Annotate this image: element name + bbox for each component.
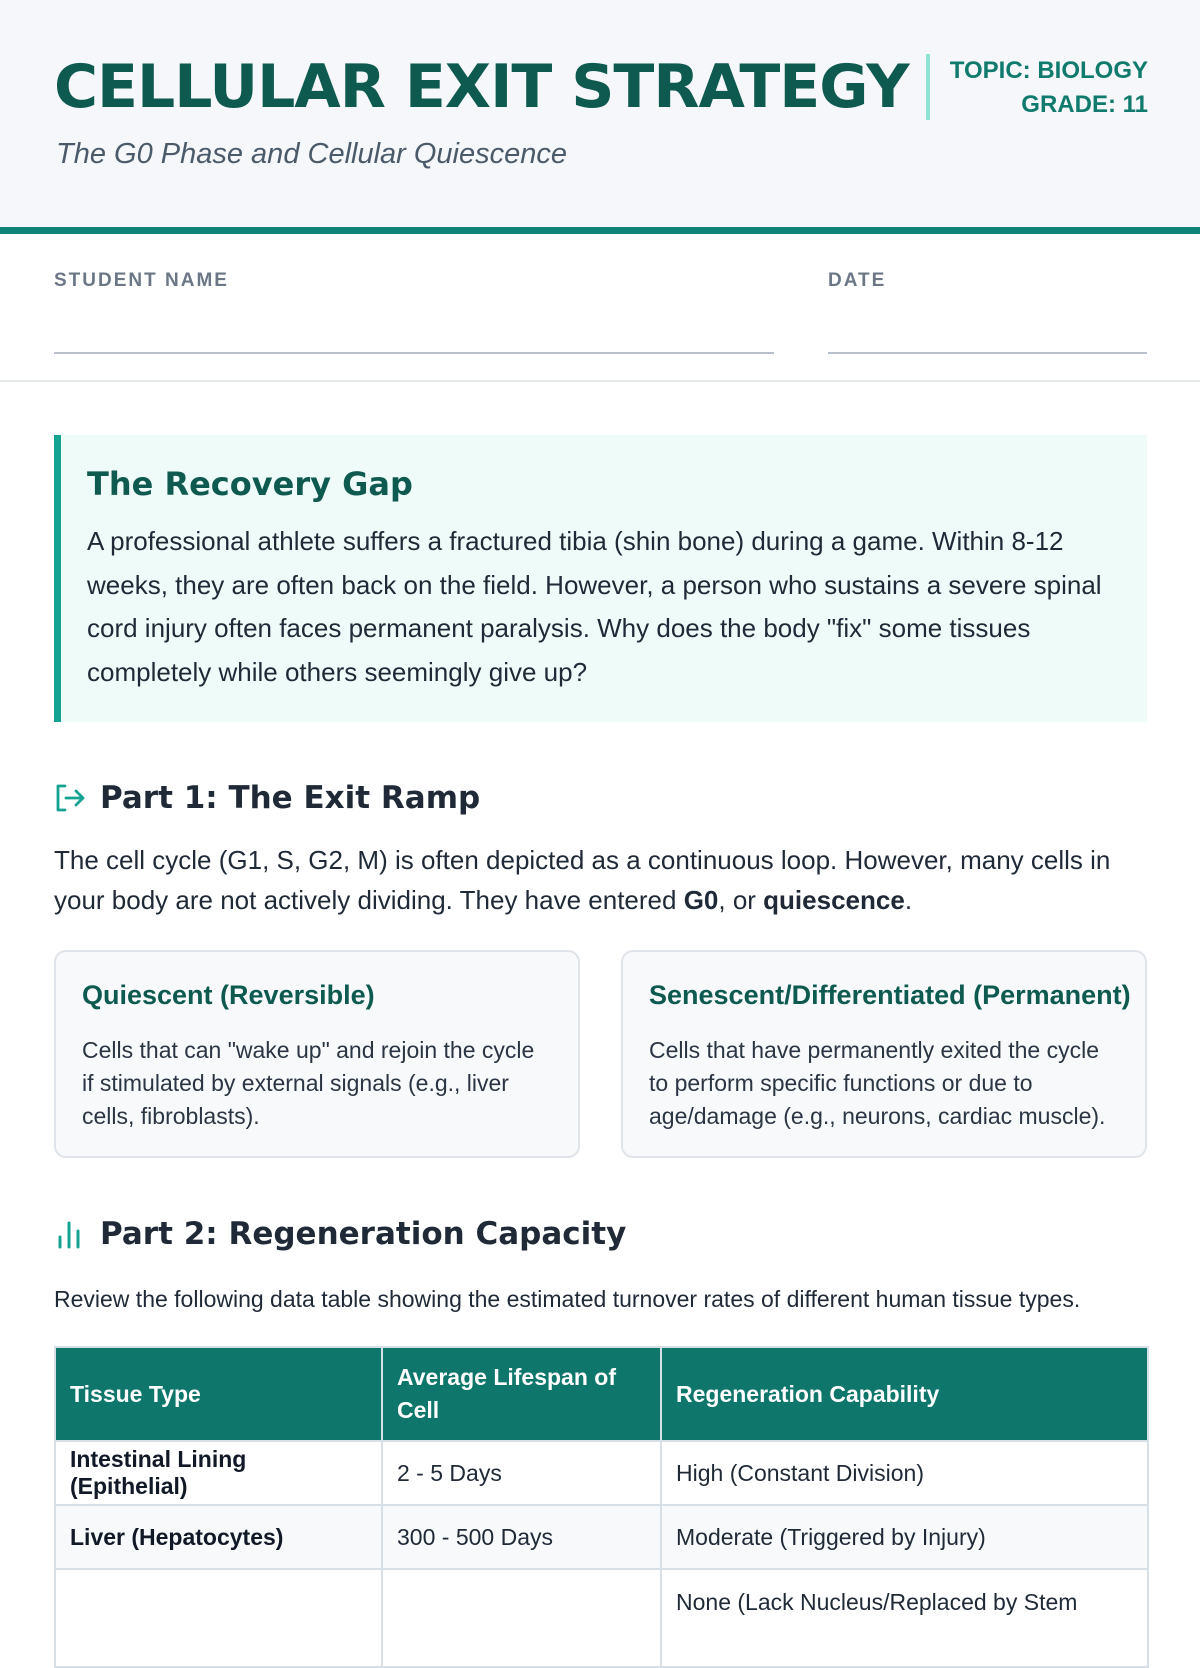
table-cell: 300 - 500 Days: [382, 1505, 661, 1569]
term-quiescence: quiescence: [763, 885, 905, 915]
table-cell: Intestinal Lining (Epithelial): [55, 1441, 382, 1505]
part2-heading-text: Part 2: Regeneration Capacity: [100, 1216, 627, 1252]
card-title: Senescent/Differentiated (Permanent): [649, 980, 1131, 1010]
topic-info: [950, 54, 1148, 122]
senescent-card: [621, 950, 1147, 1158]
header-regeneration-capability: Regeneration Capability: [661, 1347, 1148, 1441]
part2-heading: [54, 1214, 626, 1254]
intro-text: The cell cycle (G1, S, G2, M) is often depicted as a continuous loop. However, many cells in your body are not actively dividing. They have entered: [54, 845, 1111, 915]
regeneration-table: [54, 1346, 1149, 1668]
bar-chart-icon: [54, 1219, 86, 1249]
student-name-label: STUDENT NAME: [54, 270, 229, 291]
worksheet-header: [0, 0, 1200, 234]
section-separator: [0, 380, 1200, 382]
table-cell: [55, 1569, 382, 1667]
header-average-lifespan: Average Lifespan of Cell: [382, 1347, 661, 1441]
date-label: DATE: [828, 270, 887, 291]
callout-body: A professional athlete suffers a fractured tibia (shin bone) during a game. Within 8-12 weeks, they are often back on the field. However, a person who sustains a severe spinal cord injury often faces permanent paralysis. Why does the body "fix" some tissues completely while others seemingly give up?: [87, 526, 1102, 687]
part1-heading-text: Part 1: The Exit Ramp: [100, 780, 481, 816]
table-row: [55, 1441, 1148, 1505]
intro-text-mid: , or: [718, 885, 764, 915]
header-tissue-type: Tissue Type: [55, 1347, 382, 1441]
table-cell: High (Constant Division): [661, 1441, 1148, 1505]
recovery-gap-callout: [54, 435, 1147, 722]
page-subtitle: The G0 Phase and Cellular Quiescence: [56, 138, 568, 170]
table-cell: 2 - 5 Days: [382, 1441, 661, 1505]
page-title: CELLULAR EXIT STRATEGY: [54, 52, 909, 122]
table-row: [55, 1569, 1148, 1667]
term-g0: G0: [683, 885, 719, 915]
table-cell: None (Lack Nucleus/Replaced by Stem: [661, 1569, 1148, 1667]
intro-text-end: .: [904, 885, 913, 915]
table-header-row: [55, 1347, 1148, 1441]
table-cell: Moderate (Triggered by Injury): [661, 1505, 1148, 1569]
table-cell: [382, 1569, 661, 1667]
part2-intro: Review the following data table showing the estimated turnover rates of different human tissue types.: [54, 1286, 1081, 1312]
exit-icon: [54, 783, 86, 813]
date-line[interactable]: [828, 352, 1147, 354]
grade-label: GRADE: 11: [1021, 91, 1148, 118]
student-name-line[interactable]: [54, 352, 774, 354]
header-divider: [926, 54, 930, 120]
card-body: Cells that have permanently exited the cycle to perform specific functions or due to age/damage (e.g., neurons, cardiac muscle).: [649, 1037, 1106, 1129]
part1-intro: [54, 840, 1154, 920]
card-title: Quiescent (Reversible): [82, 980, 375, 1010]
card-body: Cells that can "wake up" and rejoin the cycle if stimulated by external signals (e.g., liver cells, fibroblasts).: [82, 1037, 535, 1129]
table-row: [55, 1505, 1148, 1569]
quiescent-card: [54, 950, 580, 1158]
part1-heading: [54, 778, 480, 818]
topic-label: TOPIC: BIOLOGY: [949, 57, 1148, 84]
callout-title: The Recovery Gap: [87, 465, 413, 503]
table-cell: Liver (Hepatocytes): [55, 1505, 382, 1569]
